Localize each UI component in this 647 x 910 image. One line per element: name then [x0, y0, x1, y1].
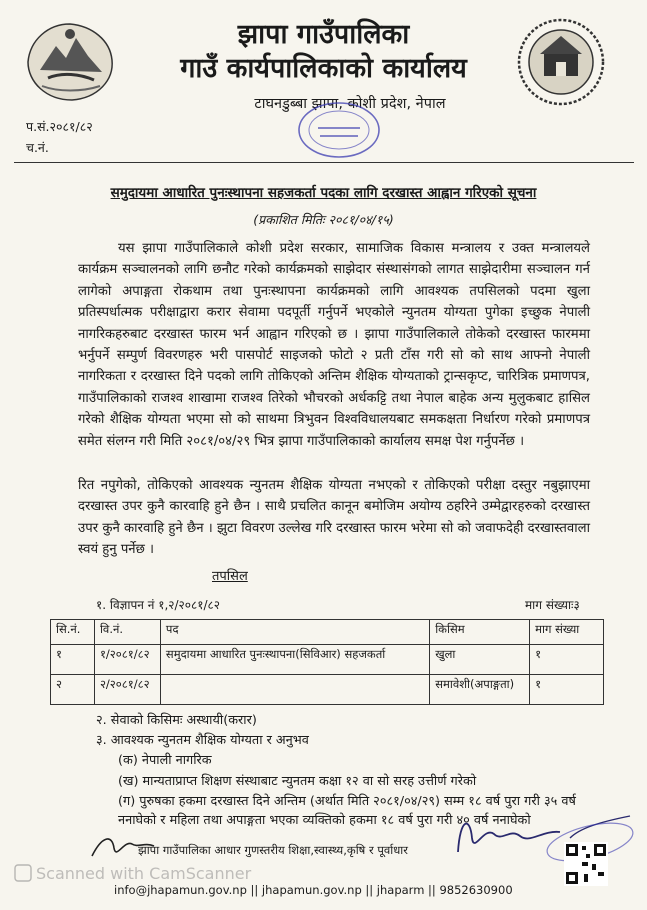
qualification-item: (क) नेपाली नागरिक [118, 753, 212, 768]
table-header-cell: किसिम [430, 620, 530, 645]
table-cell: २/२०८१/८२ [94, 675, 160, 705]
table-cell: १ [51, 645, 95, 675]
table-cell: १/२०८१/८२ [94, 645, 160, 675]
address: टाघनडुब्बा झापा, कोशी प्रदेश, नेपाल [254, 96, 446, 112]
annex-heading: तपसिल [212, 569, 248, 584]
table-cell: १ [530, 675, 604, 705]
qualification-heading: ३. आवश्यक न्युनतम शैक्षिक योग्यता र अनुभव [96, 733, 309, 748]
table-cell: समावेशी(अपाङ्गता) [430, 675, 530, 705]
table-cell: १ [530, 645, 604, 675]
table-cell: २ [51, 675, 95, 705]
table-cell [160, 675, 429, 705]
footer-contacts: info@jhapamun.gov.np || jhapamun.gov.np || jhaparm || 9852630900 [114, 883, 513, 897]
office-name: गाउँ कार्यपालिकाको कार्यालय [180, 53, 467, 84]
advertisement-number: १. विज्ञापन नं १,२/२०८१/८२ [96, 598, 221, 612]
posts-table [50, 619, 604, 705]
camscanner-icon [14, 864, 32, 882]
table-header-cell: सि.नं. [51, 620, 95, 645]
table-header-cell: माग संख्या [530, 620, 604, 645]
table-row [51, 645, 604, 675]
office-seal-icon [296, 100, 382, 160]
demand-total: माग संख्याः३ [525, 598, 580, 612]
table-header-row [51, 620, 604, 645]
notice-title: समुदायमा आधारित पुनःस्थापना सहजकर्ता पदका लागि दरखास्त आह्वान गरिएको सूचना [110, 185, 537, 201]
table-header-cell: पद [160, 620, 429, 645]
reference-number: प.सं.२०८१/८२ [26, 119, 93, 134]
footer-signer: झापा गाउँपालिका आधार गुणस्तरीय शिक्षा,स्वास्थ्य,कृषि र पूर्वाधार [138, 843, 408, 857]
table-row [51, 675, 604, 705]
header-divider [14, 162, 634, 163]
service-type: २. सेवाको किसिमः अस्थायी(करार) [96, 713, 257, 728]
scanner-watermark: Scanned with CamScanner [36, 864, 252, 883]
table-header-cell: वि.नं. [94, 620, 160, 645]
table-cell: खुला [430, 645, 530, 675]
published-date: (प्रकाशित मितिः २०८१/०४/१५) [253, 212, 394, 227]
qualification-item: (ख) मान्यताप्राप्त शिक्षण संस्थाबाट न्युनतम कक्षा १२ वा सो सरह उत्तीर्ण गरेको [118, 774, 477, 789]
municipality-logo-icon [512, 16, 610, 108]
notice-paragraph-2: रित नपुगेको, तोकिएको आवश्यक न्युनतम शैक्षिक योग्यता नभएको र तोकिएको परीक्षा दस्तुर नबुझाएमा दरखास्त उपर कुनै कारवाहि हुने छैन । साथै प्रचलित कानून बमोजिम अयोग्य ठहरिने उम्मेद्वारहरुको दरखास्त उपर कुनै कारवाहि हुने छैन । झुटा विवरण उल्लेख गरि दरखास्त फारम भरेमा सो को जवाफदेही दरखास्तवाला स्वयं हुनु पर्नेछ । [78, 478, 590, 558]
qualification-item: (ग) पुरुषका हकमा दरखास्त दिने अन्तिम (अर्थात मिति २०८१/०४/२९) सम्म १८ वर्ष पुरा गरी ३५ वर्ष ननाघेको र महिला तथा अपाङ्गता भएका व्यक्तिको हकमा १८ वर्ष पुरा गरी ४० वर्ष ननाघेको [118, 794, 576, 828]
org-name: झापा गाउँपालिका [237, 19, 410, 50]
qr-code-icon [564, 842, 608, 886]
official-signature [450, 808, 640, 864]
dispatch-number: च.नं. [26, 140, 49, 155]
notice-paragraph-1: यस झापा गाउँपालिकाले कोशी प्रदेश सरकार, सामाजिक विकास मन्त्रालय र उक्त मन्त्रालयले कार्यक्रम सञ्चालनको लागि छनौट गरेको कार्यक्रमको साझेदार संस्थासंगको लागत साझेदारीमा सञ्चालन गर्न लागेको अपाङ्गता रोकथाम तथा पुनःस्थापना कार्यक्रमको लागि आवश्यक तपसिलको पदमा खुला प्रतिस्पर्धात्मक परीक्षाद्वारा करार सेवामा पदपूर्ती गर्नुपर्ने भएकोले न्युनतम योग्यता पुगेका इच्छुक नेपाली नागरिकहरुबाट दरखास्त फारम भर्न आह्वान गरिएको छ । झापा गाउँपालिकाले तोकेको दरखास्त फारममा भर्नुपर्ने सम्पुर्ण विवरणहरु भरी पासपोर्ट साइजको फोटो २ प्रती टाँस गरी सो को साथ आफ्नो नेपाली नागरिकता र दरखास्त दिने पदको लागि तोकिएको अन्तिम शैक्षिक योग्यताको ट्रान्सकृप्ट, चारित्रिक प्रमाणपत्र, गाउँपालिकाको राजश्व शाखामा राजश्व तिरेको भौचरको अर्धकट्टि तथा नेपाल बाहेक अन्य मुलुकबाट हासिल गरेको शैक्षिक योग्यता भएमा सो को साथमा त्रिभुवन विश्वविधालयबाट समकक्षता निर्धारण गरेको प्रमाणपत्र समेत संलग्न गरी मिति २०८१/०४/२९ भित्र झापा गाउँपालिकाको कार्यालय समक्ष पेश गर्नुपर्नेछ । [78, 241, 590, 449]
table-cell: समुदायमा आधारित पुनःस्थापना(सिविआर) सहजकर्ता [160, 645, 429, 675]
